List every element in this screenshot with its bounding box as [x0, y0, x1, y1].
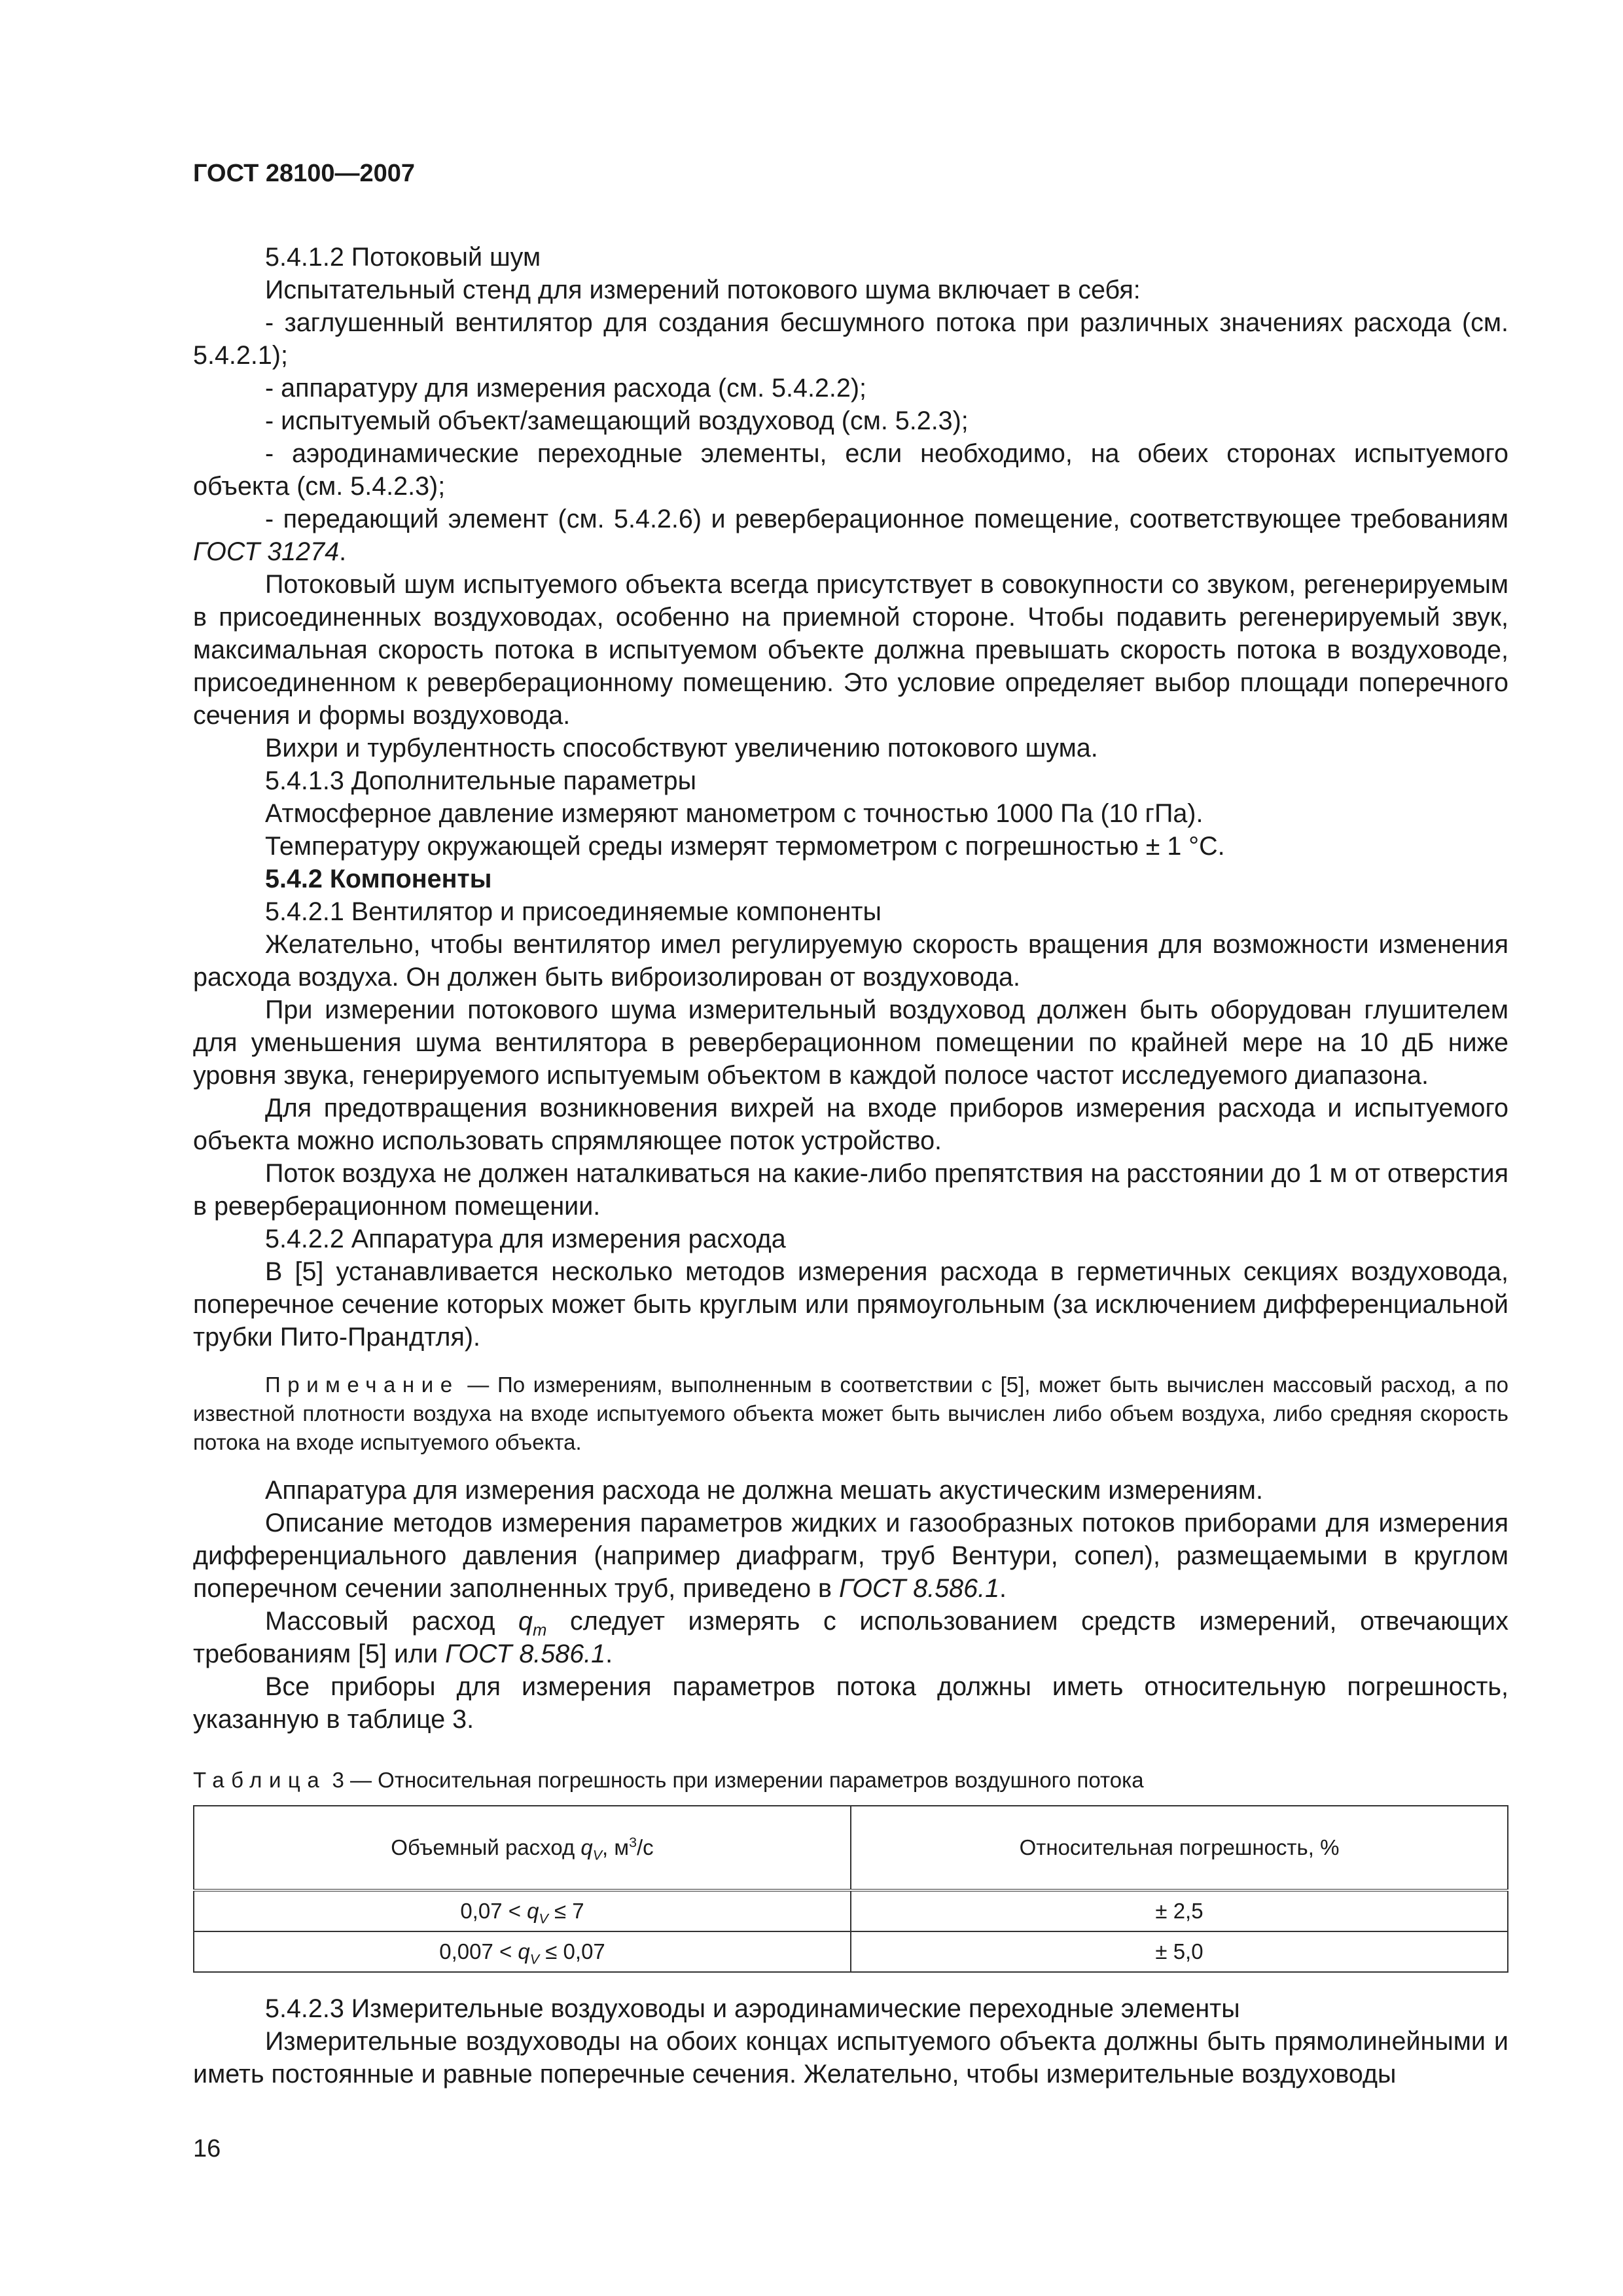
paragraph: В [5] устанавливается несколько методов измерения расхода в герметичных секциях воздуховода, поперечное сечение которых может быть круглым или прямоугольным (за исключением дифференциальной трубки Пито-Прандтля).	[193, 1257, 1508, 1352]
header-text: , м	[602, 1835, 630, 1859]
list-item: - испытуемый объект/замещающий воздуховод (см. 5.2.3);	[265, 406, 969, 435]
list-item: - аппаратуру для измерения расхода (см. 5.4.2.2);	[265, 374, 866, 403]
note-text: — По измерениям, выполненным в соответствии с [5], может быть вычислен массовый расход, а по известной плотности воздуха на входе испытуемого объекта может быть вычислен либо объем воздуха, либо средняя скорость потока на входе испытуемого объекта.	[193, 1372, 1508, 1454]
math-subscript: V	[539, 1910, 548, 1927]
table-caption	[193, 1766, 1508, 1795]
table-cell: ± 5,0	[851, 1931, 1508, 1972]
standard-reference: ГОСТ 31274	[193, 537, 340, 566]
paragraph-text: следует измерять с использованием средств измерений, отвечающих требованиям [5] или	[193, 1607, 1508, 1668]
paragraph	[193, 1507, 1508, 1605]
standard-reference: ГОСТ 8.586.1	[839, 1574, 1000, 1603]
math-symbol: q	[518, 1607, 533, 1636]
section-5421-title: 5.4.2.1 Вентилятор и присоединяемые компоненты	[265, 897, 882, 926]
cell-text: 0,07 <	[460, 1899, 527, 1923]
paragraph-text: Описание методов измерения параметров жидких и газообразных потоков приборами для измерения дифференциального давления (например диафрагм, труб Вентури, сопел), размещаемыми в круглом поперечном сечении заполненных труб, приведено в	[193, 1509, 1508, 1603]
paragraph	[193, 1605, 1508, 1670]
table-row	[194, 1890, 1508, 1931]
paragraph: Поток воздуха не должен наталкиваться на какие-либо препятствия на расстоянии до 1 м от отверстия в реверберационном помещении.	[193, 1159, 1508, 1221]
punctuation: .	[339, 537, 347, 566]
section-5423-title: 5.4.2.3 Измерительные воздуховоды и аэродинамические переходные элементы	[265, 1994, 1240, 2023]
standard-reference: ГОСТ 8.586.1	[445, 1640, 606, 1668]
page-number: 16	[193, 2135, 221, 2162]
list-item-text: - передающий элемент (см. 5.4.2.6) и реверберационное помещение, соответствующее требованиям	[265, 505, 1508, 533]
header-text: Объемный расход	[391, 1835, 581, 1859]
section-5412-title: 5.4.1.2 Потоковый шум	[265, 243, 541, 272]
document-header: ГОСТ 28100—2007	[193, 160, 416, 187]
section-5422-title: 5.4.2.2 Аппаратура для измерения расхода	[265, 1225, 786, 1253]
list-item: - заглушенный вентилятор для создания бесшумного потока при различных значениях расхода (см. 5.4.2.1);	[193, 308, 1508, 370]
math-subscript: V	[592, 1847, 603, 1863]
paragraph: Атмосферное давление измеряют манометром с точностью 1000 Па (10 гПа).	[265, 799, 1204, 828]
math-subscript: m	[532, 1621, 547, 1640]
table-caption-text: 3 — Относительная погрешность при измерении параметров воздушного потока	[332, 1768, 1144, 1792]
header-text: /с	[637, 1835, 654, 1859]
punctuation: .	[999, 1574, 1007, 1603]
table-header-cell	[194, 1806, 851, 1890]
section-5412-intro: Испытательный стенд для измерений потокового шума включает в себя:	[265, 276, 1141, 304]
math-subscript: V	[529, 1951, 540, 1967]
paragraph-text: Массовый расход	[265, 1607, 519, 1636]
paragraph: При измерении потокового шума измерительный воздуховод должен быть оборудован глушителем для уменьшения шума вентилятора в реверберационном помещении по крайней мере на 10 дБ ниже уровня звука, генерируемого испытуемым объектом в каждой полосе частот исследуемого диапазона.	[193, 996, 1508, 1090]
math-symbol: q	[580, 1835, 593, 1859]
paragraph: Температуру окружающей среды измерят термометром с погрешностью ± 1 °С.	[265, 832, 1225, 861]
table-cell	[194, 1931, 851, 1972]
table-cell	[194, 1890, 851, 1931]
math-symbol: q	[518, 1939, 530, 1964]
paragraph: Желательно, чтобы вентилятор имел регулируемую скорость вращения для возможности изменения расхода воздуха. Он должен быть виброизолирован от воздуховода.	[193, 930, 1508, 992]
paragraph: Потоковый шум испытуемого объекта всегда присутствует в совокупности со звуком, регенерируемым в присоединенных воздуховодах, особенно на приемной стороне. Чтобы подавить регенерируемый звук, максимальная скорость потока в испытуемом объекте должна превышать скорость потока в воздуховоде, присоединенном к реверберационному помещению. Это условие определяет выбор площади поперечного сечения и формы воздуховода.	[193, 570, 1508, 730]
section-5413-title: 5.4.1.3 Дополнительные параметры	[265, 766, 696, 795]
paragraph: Вихри и турбулентность способствуют увеличению потокового шума.	[265, 734, 1098, 762]
list-item: - аэродинамические переходные элементы, если необходимо, на обеих сторонах испытуемого объекта (см. 5.4.2.3);	[193, 439, 1508, 501]
cell-text: ≤ 7	[548, 1899, 584, 1923]
list-item	[193, 503, 1508, 568]
table-3	[193, 1805, 1508, 1973]
document-page	[193, 157, 1508, 2090]
table-cell: ± 2,5	[851, 1890, 1508, 1931]
paragraph: Для предотвращения возникновения вихрей на входе приборов измерения расхода и испытуемого объекта можно использовать спрямляющее поток устройство.	[193, 1094, 1508, 1155]
note-label: Примечание	[265, 1372, 459, 1397]
table-caption-label: Таблица	[193, 1768, 327, 1792]
math-symbol: q	[527, 1899, 539, 1923]
paragraph: Все приборы для измерения параметров потока должны иметь относительную погрешность, указанную в таблице 3.	[193, 1672, 1508, 1734]
punctuation: .	[605, 1640, 613, 1668]
cell-text: 0,007 <	[439, 1939, 518, 1964]
note	[193, 1371, 1508, 1457]
table-row	[194, 1931, 1508, 1972]
paragraph: Измерительные воздуховоды на обоих концах испытуемого объекта должны быть прямолинейными и иметь постоянные и равные поперечные сечения. Желательно, чтобы измерительные воздуховоды	[193, 2027, 1508, 2089]
paragraph: Аппаратура для измерения расхода не должна мешать акустическим измерениям.	[265, 1476, 1263, 1505]
section-542-title: 5.4.2 Компоненты	[265, 865, 492, 893]
math-superscript: 3	[629, 1835, 637, 1850]
cell-text: ≤ 0,07	[539, 1939, 605, 1964]
table-header-cell: Относительная погрешность, %	[851, 1806, 1508, 1890]
